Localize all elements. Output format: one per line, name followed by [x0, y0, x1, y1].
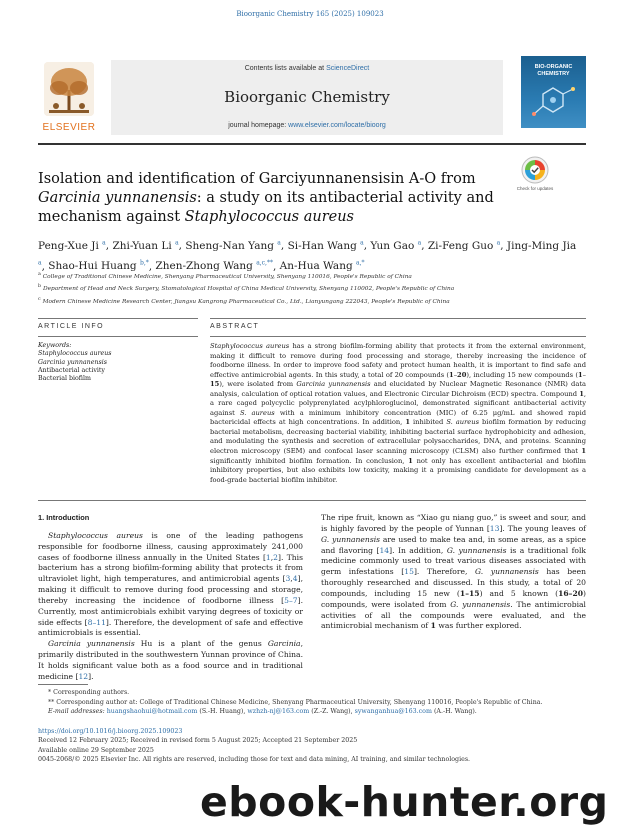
divider: [38, 500, 586, 501]
author-affiliation-marker[interactable]: a,*: [356, 259, 365, 267]
keyword: Antibacterial activity: [38, 366, 105, 374]
reference-link[interactable]: 3: [285, 574, 291, 584]
author[interactable]: [428, 240, 500, 252]
author[interactable]: [185, 240, 281, 252]
molecule-icon: [531, 84, 576, 120]
paragraph: Garcinia yunnanensis Hu is a plant of the genus Garcinia, primarily distributed in the southwestern Yunnan province of China. It holds significant value both as a food source and in traditional medicine [12].: [38, 639, 303, 681]
reference-link[interactable]: 13: [489, 523, 500, 533]
author-affiliation-marker[interactable]: a: [417, 239, 422, 246]
affiliation-text: College of Traditional Chinese Medicine, Shenyang Pharmaceutical University, Shenyang 110016, People's Republic of China: [42, 273, 412, 280]
author-name: Zhi-Yuan Li: [112, 239, 172, 252]
journal-name: Bioorganic Chemistry: [224, 88, 390, 106]
author-name: Shao-Hui Huang: [48, 260, 137, 272]
journal-citation-link[interactable]: Bioorganic Chemistry 165 (2025) 109023: [236, 10, 384, 18]
author-affiliation-marker[interactable]: a: [102, 239, 106, 246]
email-link[interactable]: wzhzh-nj@163.com: [247, 708, 310, 715]
author-name: Jing-Ming Jia: [506, 239, 577, 252]
divider: [38, 684, 88, 685]
copyright-line: 0045-2068/© 2025 Elsevier Inc. All rights are reserved, including those for text and data mining, AI training, and similar technologies.: [38, 755, 471, 763]
footnotes: [38, 688, 586, 717]
keyword: Staphylococcus aureus: [38, 350, 112, 358]
journal-homepage-link[interactable]: www.elsevier.com/locate/bioorg: [288, 122, 386, 129]
elsevier-tree-icon: [44, 62, 94, 116]
abstract-heading: ABSTRACT: [210, 323, 260, 330]
affiliation: [38, 282, 586, 294]
author[interactable]: [370, 240, 421, 252]
reference-link[interactable]: 14: [379, 545, 390, 555]
affiliation: [38, 270, 586, 282]
affiliation-marker: a: [38, 272, 41, 277]
affiliation-marker: c: [38, 296, 41, 302]
reference-link[interactable]: 1: [265, 552, 271, 562]
author-list: Peng-Xue Ji $^a$, Zhi-Yuan Li $^a$, Sheng-Nan Yang $^a$, Si-Han Wang $^a$, Yun Gao $^a$, Zi-Feng Guo $^a$, Jing-Ming Jia $^a$, Shao-Hui Huang $^{b,*}$, Zhen-Zhong Wang $^{a,c,**}$, An-Hua Wang $^{a,*}$: [38, 239, 577, 272]
reference-link[interactable]: 8–11: [87, 617, 106, 627]
author-name: Zi-Feng Guo: [427, 239, 494, 252]
author-name: An-Hua Wang: [279, 260, 353, 272]
author-affiliation-marker[interactable]: a: [38, 259, 42, 267]
divider: [210, 336, 586, 337]
abstract-text: Staphylococcus aureus has a strong biofilm-forming ability that protects it from the external environment, making it difficult to remove during food processing and storage, thereby increasing the incidence of foodborne illness. In order to improve food safety and protect human health, it is important to find safe and effective antimicrobial agents. In this study, a total of 20 compounds (1–20), including 15 new compounds (1–15), were isolated from Garcinia yunnanensis and elucidated by Nuclear Magnetic Resonance (NMR) data analysis, calculation of optical rotation values, and Electronic Circular Dichroism (ECD) spectra. Compound 1, a rare caged polycyclic polyprenylated acylphloroglucinol, demonstrated significant antibacterial activity against S. aureus with a minimum inhibitory concentration (MIC) of 6.25 μg/mL and showed rapid bactericidal effects at high concentrations. In addition, 1 inhibited S. aureus biofilm formation by reducing bacterial metabolism, decreasing bacterial viability, inhibiting bacterial surface hydrophobicity and adhesion, and modulating the synthesis and secretion of extracellular polysaccharides, DNA, and proteins. Scanning electron microscopy (SEM) and confocal laser scanning microscopy (CLSM) also further confirmed that 1 significantly inhibited biofilm formation. In conclusion, 1 not only has excellent antibacterial and biofilm inhibitory properties, but also exhibits low toxicity, making it a promising candidate for development as a food-grade bacterial biofilm inhibitor.: [210, 342, 586, 484]
email-link[interactable]: sywanganhua@163.com: [354, 708, 432, 715]
journal-header-box: [111, 60, 503, 135]
keyword: Garcinia yunnanensis: [38, 358, 107, 366]
keywords-block: [38, 342, 198, 383]
elsevier-logo[interactable]: [38, 60, 100, 135]
received-dates: Received 12 February 2025; Received in revised form 5 August 2025; Accepted 21 September 2025: [38, 737, 358, 745]
section-heading: 1. Introduction: [38, 513, 90, 522]
reference-link[interactable]: 5–7: [284, 595, 298, 605]
email-link[interactable]: huangshaohui@hotmail.com: [106, 708, 198, 715]
available-online: Available online 29 September 2025: [38, 746, 154, 754]
author-affiliation-marker[interactable]: a: [277, 239, 281, 246]
article-info-heading: ARTICLE INFO: [38, 323, 105, 330]
author-affiliation-marker[interactable]: a,c,**: [256, 259, 273, 267]
masthead: [38, 60, 586, 135]
journal-cover-image[interactable]: [521, 56, 586, 128]
author[interactable]: [112, 240, 178, 252]
paragraph: Staphylococcus aureus is one of the leading pathogens responsible for foodborne illness, causing approximately 241,000 cases of foodborne illness annually in the United States [1,2]. This bacterium has a strong biofilm-forming ability that protects it from ultraviolet light, high temperatures, and antimicrobial agents [3,4], making it difficult to remove during food processing and storage, thereby increasing the incidence of foodborne illness [5–7]. Currently, most antimicrobials exhibit varying degrees of toxicity or side effects [8–11]. Therefore, the development of safe and effective antimicrobials is essential.: [38, 530, 303, 638]
reference-link[interactable]: 2: [273, 552, 279, 562]
author-name: Sheng-Nan Yang: [185, 239, 274, 252]
author-name: Zhen-Zhong Wang: [155, 260, 253, 272]
affiliation-marker: b: [38, 284, 42, 290]
doi-link[interactable]: https://doi.org/10.1016/j.bioorg.2025.109023: [38, 728, 183, 735]
author-name: Si-Han Wang: [287, 239, 357, 252]
body-column-right: [321, 513, 586, 632]
author-name: Yun Gao: [370, 239, 415, 252]
affiliation: [38, 295, 586, 307]
divider: [38, 318, 198, 319]
watermark: ebook-hunter.org: [200, 778, 609, 826]
reference-link[interactable]: 12: [78, 671, 89, 681]
affiliation-text: Modern Chinese Medicine Research Center, Jiangsu Kangrong Pharmaceutical Co., Ltd., Lianyungang 222043, People's Republic of China: [42, 298, 450, 305]
check-for-updates-label[interactable]: Check for updates: [516, 186, 554, 191]
email-footnote: E-mail addresses: huangshaohui@hotmail.com (S.-H. Huang), wzhzh-nj@163.com (Z.-Z. Wang), sywanganhua@163.com (A.-H. Wang).: [48, 708, 477, 715]
footnote: * Corresponding authors.: [48, 689, 130, 696]
sciencedirect-link[interactable]: ScienceDirect: [326, 65, 370, 72]
footnote: ** Corresponding author at: College of Traditional Chinese Medicine, Shenyang Pharmaceutical University, Shenyang 110016, People's Republic of China.: [48, 698, 543, 706]
elsevier-wordmark: ELSEVIER: [42, 122, 96, 133]
author[interactable]: [288, 240, 364, 252]
keywords-label: Keywords:: [38, 342, 72, 349]
author-affiliation-marker[interactable]: a: [496, 239, 501, 246]
author-name: Peng-Xue Ji: [38, 239, 99, 252]
header-divider: [38, 143, 586, 145]
affiliations: [38, 270, 586, 307]
body-column-left: [38, 513, 303, 683]
cover-title: BIO-ORGANIC CHEMISTRY: [534, 64, 573, 77]
publication-info: [38, 727, 586, 764]
homepage-line: journal homepage: www.elsevier.com/locate/bioorg: [228, 122, 386, 129]
article-title: Isolation and identification of Garciyunnanensisin A-O from Garcinia yunnanensis: a study on its antibacterial activity and mechanism against Staphylococcus aureus: [38, 171, 494, 225]
author[interactable]: [38, 240, 106, 252]
author-affiliation-marker[interactable]: a: [360, 239, 364, 246]
author-affiliation-marker[interactable]: b,*: [139, 259, 149, 267]
divider: [210, 318, 586, 319]
contents-line: Contents lists available at ScienceDirect: [244, 65, 370, 72]
author-affiliation-marker[interactable]: a: [175, 239, 179, 246]
reference-link[interactable]: 15: [404, 567, 414, 577]
keyword: Bacterial biofilm: [38, 375, 91, 383]
affiliation-text: Department of Head and Neck Surgery, Stomatological Hospital of China Medical University, Shenyang 110002, People's Republic of China: [42, 286, 455, 293]
reference-link[interactable]: 4: [292, 574, 298, 584]
paragraph: The ripe fruit, known as “Xiao gu niang guo,” is sweet and sour, and is highly favored by the people of Yunnan [13]. The young leaves of G. yunnanensis are used to make tea and, in some areas, as a spice and flavoring [14]. In addition, G. yunnanensis is a traditional folk medicine commonly used to treat various diseases associated with germ infestations [15]. Therefore, G. yunnanensis has been thoroughly researched and discussed. In this study, a total of 20 compounds, including 15 new (1–15) and 5 known (16–20) compounds, were isolated from G. yunnanensis. The antimicrobial activities of all the compounds were evaluated, and the antimicrobial mechanism of 1 was further explored.: [321, 513, 586, 631]
check-for-updates-icon[interactable]: [521, 156, 549, 184]
divider: [38, 336, 198, 337]
